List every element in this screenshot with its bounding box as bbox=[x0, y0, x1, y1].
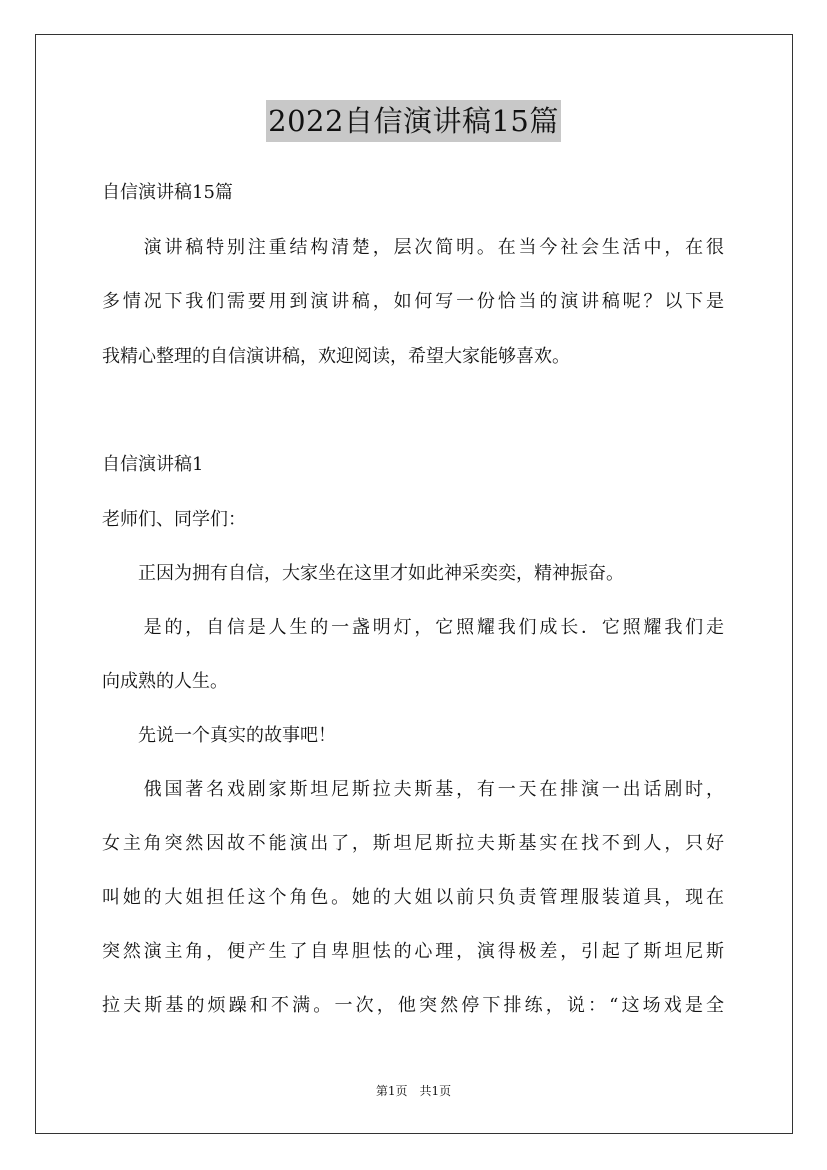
paragraph-line: 女主角突然因故不能演出了，斯坦尼斯拉夫斯基实在找不到人，只好 bbox=[102, 833, 724, 854]
title-container bbox=[0, 100, 827, 142]
document-title: 2022自信演讲稿15篇 bbox=[266, 100, 561, 142]
paragraph-line: 演讲稿特别注重结构清楚，层次简明。在当今社会生活中，在很 bbox=[102, 237, 724, 258]
paragraph-line: 先说一个真实的故事吧！ bbox=[102, 725, 336, 746]
section-heading: 自信演讲稿1 bbox=[102, 454, 204, 475]
paragraph-line: 是的，自信是人生的一盏明灯，它照耀我们成长．它照耀我们走 bbox=[102, 617, 724, 638]
salutation-line: 老师们、同学们： bbox=[102, 509, 246, 530]
subtitle-line: 自信演讲稿15篇 bbox=[102, 182, 233, 203]
paragraph-line: 向成熟的人生。 bbox=[102, 671, 228, 692]
paragraph-line: 拉夫斯基的烦躁和不满。一次，他突然停下排练，说：“这场戏是全 bbox=[102, 995, 724, 1016]
paragraph-line: 叫她的大姐担任这个角色。她的大姐以前只负责管理服装道具，现在 bbox=[102, 887, 724, 908]
paragraph-line: 俄国著名戏剧家斯坦尼斯拉夫斯基，有一天在排演一出话剧时， bbox=[102, 779, 724, 800]
page-footer: 第1页 共1页 bbox=[375, 1084, 452, 1098]
paragraph-line: 正因为拥有自信，大家坐在这里才如此神采奕奕，精神振奋。 bbox=[102, 563, 624, 584]
paragraph-line: 多情况下我们需要用到演讲稿，如何写一份恰当的演讲稿呢？以下是 bbox=[102, 291, 724, 312]
paragraph-line: 突然演主角，便产生了自卑胆怯的心理，演得极差，引起了斯坦尼斯 bbox=[102, 941, 724, 962]
paragraph-line: 我精心整理的自信演讲稿，欢迎阅读，希望大家能够喜欢。 bbox=[102, 346, 570, 367]
